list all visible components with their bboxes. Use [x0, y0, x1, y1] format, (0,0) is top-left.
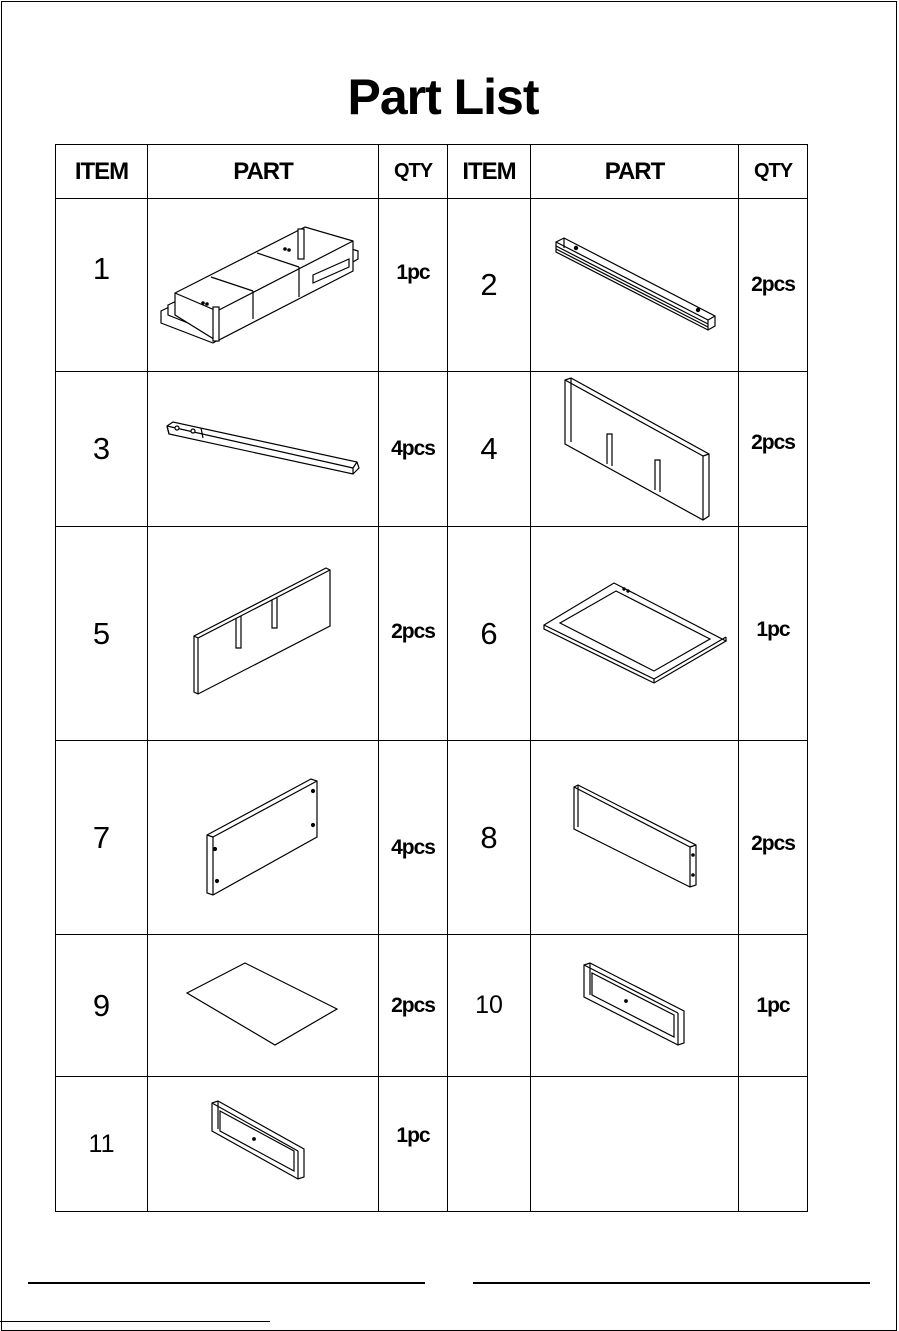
item-number: 11 — [88, 1129, 115, 1158]
item-cell — [448, 935, 531, 1077]
qty-cell — [739, 1077, 808, 1212]
qty-value: 1pc — [396, 261, 430, 284]
qty-value: 1pc — [756, 617, 790, 641]
table-row — [56, 741, 808, 935]
part-cell — [531, 372, 739, 527]
item-cell — [448, 199, 531, 372]
side-panel-drawing — [203, 773, 323, 903]
footer-line-right — [473, 1282, 870, 1284]
qty-cell — [379, 1077, 448, 1212]
item-header: ITEM — [448, 145, 531, 199]
part-cell — [531, 527, 739, 741]
qty-value: 2pcs — [751, 831, 795, 855]
qty-value: 2pcs — [391, 993, 435, 1017]
item-cell — [448, 372, 531, 527]
footer-line-left — [28, 1282, 425, 1284]
qty-header: QTY — [739, 145, 808, 199]
item-cell — [448, 741, 531, 935]
item-cell — [56, 935, 148, 1077]
page-title: Part List — [347, 69, 539, 125]
qty-cell — [739, 199, 808, 372]
item-cell — [56, 1077, 148, 1212]
item-number: 10 — [475, 991, 503, 1019]
part-cell — [148, 935, 379, 1077]
drawer-front-drawing — [580, 961, 690, 1051]
slat-bar-drawing — [163, 414, 363, 484]
qty-cell — [739, 741, 808, 935]
qty-cell — [379, 199, 448, 372]
part-header: PART — [148, 145, 379, 199]
table-row — [56, 199, 808, 372]
qty-value: 1pc — [756, 993, 790, 1017]
item-number: 4 — [480, 431, 498, 466]
item-cell — [448, 527, 531, 741]
table-row — [56, 372, 808, 527]
qty-value: 4pcs — [391, 835, 435, 859]
table-row — [56, 935, 808, 1077]
qty-cell — [379, 527, 448, 741]
drawer-front-small-drawing — [208, 1099, 318, 1189]
item-header: ITEM — [56, 145, 148, 199]
part-cell — [531, 1077, 739, 1212]
part-cell — [148, 199, 379, 372]
part-cell — [531, 199, 739, 372]
item-number: 2 — [480, 267, 498, 302]
notched-board-small-drawing — [188, 564, 338, 704]
footer-line-bottom — [0, 1321, 270, 1322]
item-cell — [56, 199, 148, 372]
part-cell — [531, 741, 739, 935]
qty-cell — [379, 372, 448, 527]
part-cell — [148, 527, 379, 741]
qty-value: 2pcs — [391, 619, 435, 643]
item-number: 6 — [480, 615, 498, 651]
qty-value: 1pc — [396, 1124, 430, 1147]
qty-cell — [739, 527, 808, 741]
item-cell — [56, 372, 148, 527]
qty-value: 2pcs — [751, 273, 795, 296]
qty-cell — [379, 741, 448, 935]
bottom-sheet-drawing — [183, 961, 343, 1051]
back-panel-drawing — [570, 783, 700, 893]
table-header-row — [56, 145, 808, 199]
part-cell — [148, 741, 379, 935]
item-number: 5 — [92, 615, 111, 651]
rectangular-frame-drawing — [540, 579, 730, 689]
storage-base-frame-drawing — [153, 215, 373, 355]
qty-cell — [739, 372, 808, 527]
qty-cell — [379, 935, 448, 1077]
item-cell — [56, 527, 148, 741]
item-cell — [448, 1077, 531, 1212]
qty-value: 4pcs — [391, 437, 435, 460]
qty-cell — [739, 935, 808, 1077]
table-row — [56, 1077, 808, 1212]
item-number: 7 — [92, 819, 111, 855]
item-number: 8 — [480, 819, 498, 855]
qty-header: QTY — [379, 145, 448, 199]
item-number: 1 — [92, 251, 111, 286]
table-row — [56, 527, 808, 741]
long-rail-drawing — [550, 230, 720, 340]
part-list-table — [55, 144, 808, 1212]
part-header: PART — [531, 145, 739, 199]
item-number: 9 — [92, 987, 111, 1023]
part-cell — [148, 1077, 379, 1212]
part-cell — [148, 372, 379, 527]
item-cell — [56, 741, 148, 935]
item-number: 3 — [92, 431, 111, 466]
part-cell — [531, 935, 739, 1077]
notched-board-large-drawing — [555, 374, 715, 524]
qty-value: 2pcs — [751, 431, 795, 454]
